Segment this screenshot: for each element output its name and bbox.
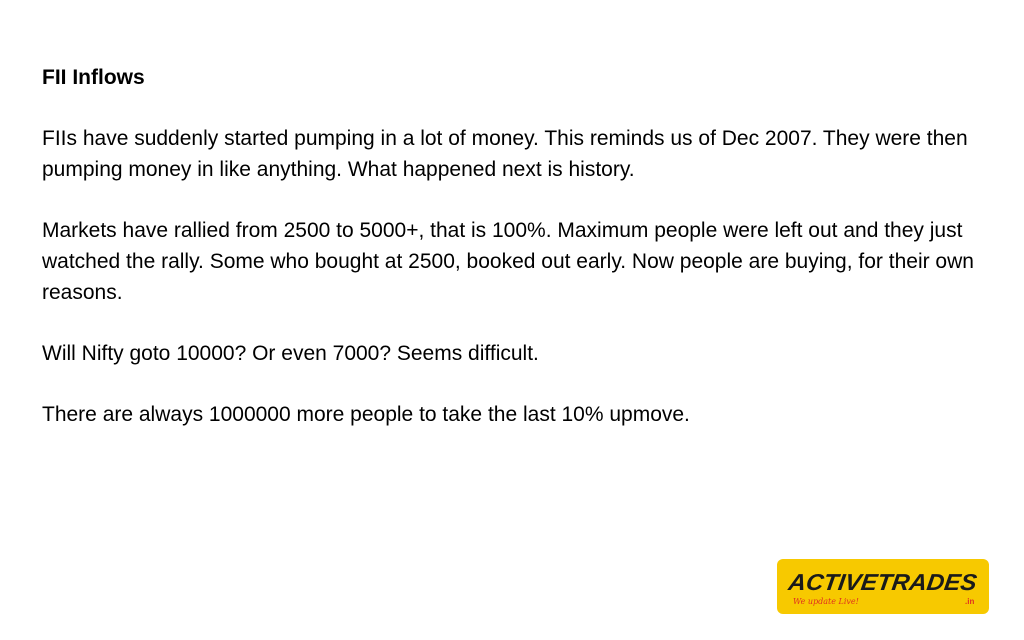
paragraph-fii-pumping: FIIs have suddenly started pumping in a lot of money. This reminds us of Dec 2007. They were then pumping money in like anything. What happened next is history. [42, 127, 968, 181]
logo-tagline-text: We update Live! [793, 597, 859, 606]
logo-brand-text: ACTIVETRADES [786, 569, 970, 595]
paragraph-markets-rallied: Markets have rallied from 2500 to 5000+, that is 100%. Maximum people were left out and they just watched the rally. Some who bought at 2500, booked out early. Now people are buying, for their own reasons. [42, 219, 974, 304]
paragraph-more-people: There are always 1000000 more people to take the last 10% upmove. [42, 403, 690, 426]
paragraph-nifty-question: Will Nifty goto 10000? Or even 7000? Seems difficult. [42, 342, 539, 365]
slide-content [42, 62, 992, 460]
slide-title: FII Inflows [42, 66, 145, 89]
activetrades-logo [777, 559, 989, 614]
logo-suffix-text: .in [965, 597, 975, 606]
